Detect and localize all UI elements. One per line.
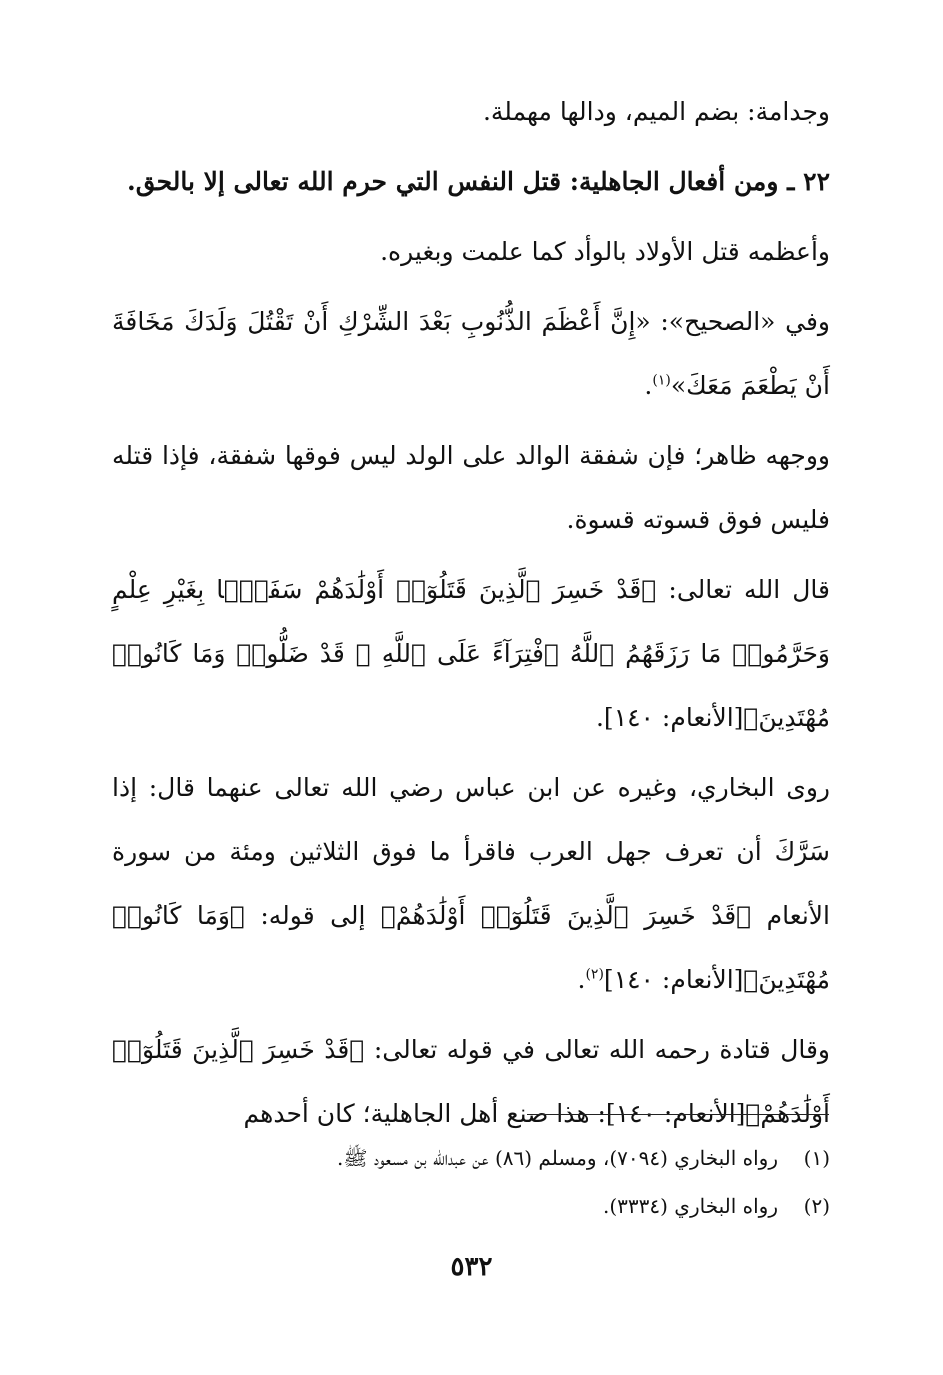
paragraph-quran-verse: قال الله تعالى: ﴿قَدْ خَسِرَ ٱلَّذِينَ قَتَلُوٓا۟ أَوْلَٰدَهُمْ سَفَهًۢا بِغَيْرِ عِلْمٍ وَحَرَّمُوا۟ مَا رَزَقَهُمُ ٱللَّهُ ٱفْتِرَآءً عَلَى ٱللَّهِ ۚ قَدْ ضَلُّوا۟ وَمَا كَانُوا۟ مُهْتَدِينَ﴾[الأنعام: ١٤٠]. <box>112 575 830 732</box>
paragraph-sahih-hadith: وفي «الصحيح»: «إِنَّ أَعْظَمَ الذُّنُوبِ بَعْدَ الشِّرْكِ أَنْ تَقْتُلَ وَلَدَكَ مَخَافَةَ أَنْ يَطْعَمَ مَعَكَ»$^{(١)}$. <box>112 307 830 400</box>
footnote-text: رواه البخاري (٧٠٩٤)، ومسلم (٨٦) عن عبدالله بن مسعود ﷺ. <box>336 1146 778 1170</box>
section-heading-22: ٢٢ ـ ومن أفعال الجاهلية: قتل النفس التي حرم الله تعالى إلا بالحق. <box>127 167 830 196</box>
footnote-1 <box>112 1134 830 1182</box>
footnote-text: رواه البخاري (٣٣٣٤). <box>602 1194 778 1218</box>
footnote-2 <box>112 1182 830 1230</box>
paragraph-worst-killing: وأعظمه قتل الأولاد بالوأد كما علمت وبغيره. <box>380 237 830 266</box>
paragraph-qatada: وقال قتادة رحمه الله تعالى في قوله تعالى: ﴿قَدْ خَسِرَ ٱلَّذِينَ قَتَلُوٓا۟ أَوْلَٰدَهُمْ﴾[الأنعام: ١٤٠]: هذا صنع أهل الجاهلية؛ كان أحدهم <box>112 1035 830 1128</box>
paragraph-ibn-abbas: روى البخاري، وغيره عن ابن عباس رضي الله تعالى عنهما قال: إذا سَرَّكَ أن تعرف جهل العرب فاقرأ ما فوق الثلاثين ومئة من سورة الأنعام ﴿قَدْ خَسِرَ ٱلَّذِينَ قَتَلُوٓا۟ أَوْلَٰدَهُمْ﴾ إلى قوله: ﴿وَمَا كَانُوا۟ مُهْتَدِينَ﴾[الأنعام: ١٤٠]$^{(٢)}$. <box>112 773 830 994</box>
paragraph-explanation: ووجهه ظاهر؛ فإن شفقة الوالد على الولد ليس فوقها شفقة، فإذا قتله فليس فوق قسوته قسوة. <box>112 441 830 534</box>
footnote-ref-2[interactable]: (٢) <box>585 966 604 983</box>
footnote-number: (١) <box>803 1146 830 1170</box>
footnote-number: (٢) <box>803 1194 830 1218</box>
paragraph-definition: وجدامة: بضم الميم، ودالها مهملة. <box>482 97 830 126</box>
footnote-divider <box>527 1114 829 1115</box>
main-text <box>112 80 830 1152</box>
page-number: ٥٣٢ <box>450 1252 493 1282</box>
footnote-ref-1[interactable]: (١) <box>652 372 671 389</box>
footnotes <box>112 1134 830 1230</box>
